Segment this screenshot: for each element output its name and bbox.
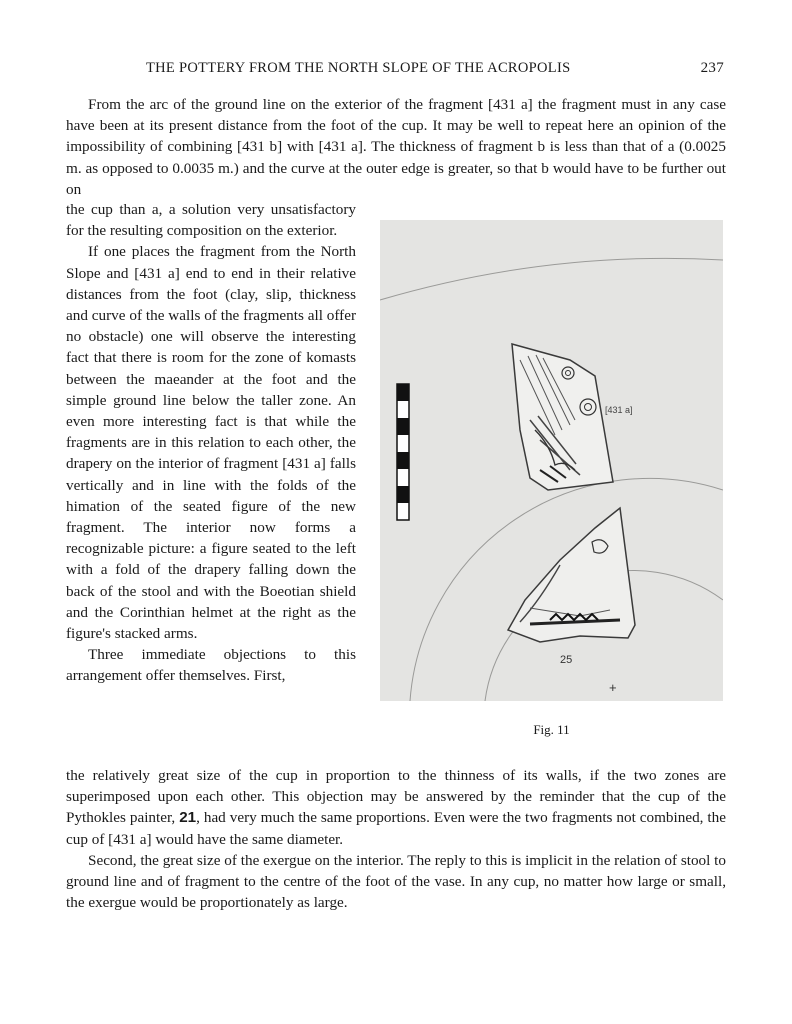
running-title: THE POTTERY FROM THE NORTH SLOPE OF THE ACROPOLIS (146, 60, 571, 76)
scale-bar (397, 384, 409, 520)
center-mark: + (609, 680, 617, 695)
page-number: 237 (700, 60, 724, 76)
pythokles-reference: 21 (179, 809, 197, 827)
paragraph-left-column (66, 199, 356, 687)
paragraph-objections: Three immediate objections to this arrangement offer themselves. First, (66, 646, 356, 685)
page-header (66, 60, 726, 82)
paragraph-cup-than-a: the cup than a, a solution very unsatisfactory for the resulting composition on the exterior. (66, 201, 356, 240)
paragraph-arc-ground-line: From the arc of the ground line on the exterior of the fragment [431 a] the fragment must in any case have been at its present distance from the foot of the cup. It may be well to repeat here an opinion of the impossibility of combining [431 b] with [431 a]. The thickness of fragment b is less than that of a (0.0025 m. as opposed to 0.0035 m.) and the curve at the outer edge is greater, so that b would have to be further out on (66, 96, 726, 198)
figure-11-photo (380, 220, 723, 701)
number-label: 25 (560, 654, 573, 666)
paragraph-second-objection: Second, the great size of the exergue on the interior. The reply to this is implicit in the relation of stool to ground line and of fragment to the centre of the foot of the vase. In any cup, no matter how large or small, the exergue would be proportionately as large. (66, 851, 726, 912)
figure-caption: Fig. 11 (533, 722, 570, 737)
paragraph-first-objection (66, 765, 726, 850)
fragment-label: [431 a] (605, 405, 633, 415)
paragraph-first-objection-a: the relatively great size of the cup in proportion to the thinness of its walls, if the two zones are superimposed upon each other. This objection may be answered by the reminder that the cup of the Pythokles painter, (66, 767, 726, 827)
paragraph-first-objection-c: , had very much the same proportions. Even were the two fragments not combined, the cup of [431 a] would have the same diameter. (66, 809, 726, 848)
fragments-illustration (380, 220, 723, 701)
paragraph-bottom (66, 765, 726, 913)
paragraph-north-slope: If one places the fragment from the North Slope and [431 a] end to end in their relative distances from the foot (clay, slip, thickness and curve of the walls of the fragments all offer no obstacle) one will observe the interesting fact that there is room for the zone of komasts between the maeander at the foot and the simple ground line below the taller zone. An even more interesting fact is that while the fragments are in this relation to each other, the drapery on the interior of fragment [431 a] falls vertically and in line with the folds of the himation of the seated figure of the new fragment. The interior now forms a recognizable picture: a figure seated to the left with a fold of the drapery falling down the back of the stool and with the Boeotian shield and the Corinthian helmet at the right as the figure's stacked arms. (66, 243, 356, 643)
paragraph-top (66, 94, 726, 200)
